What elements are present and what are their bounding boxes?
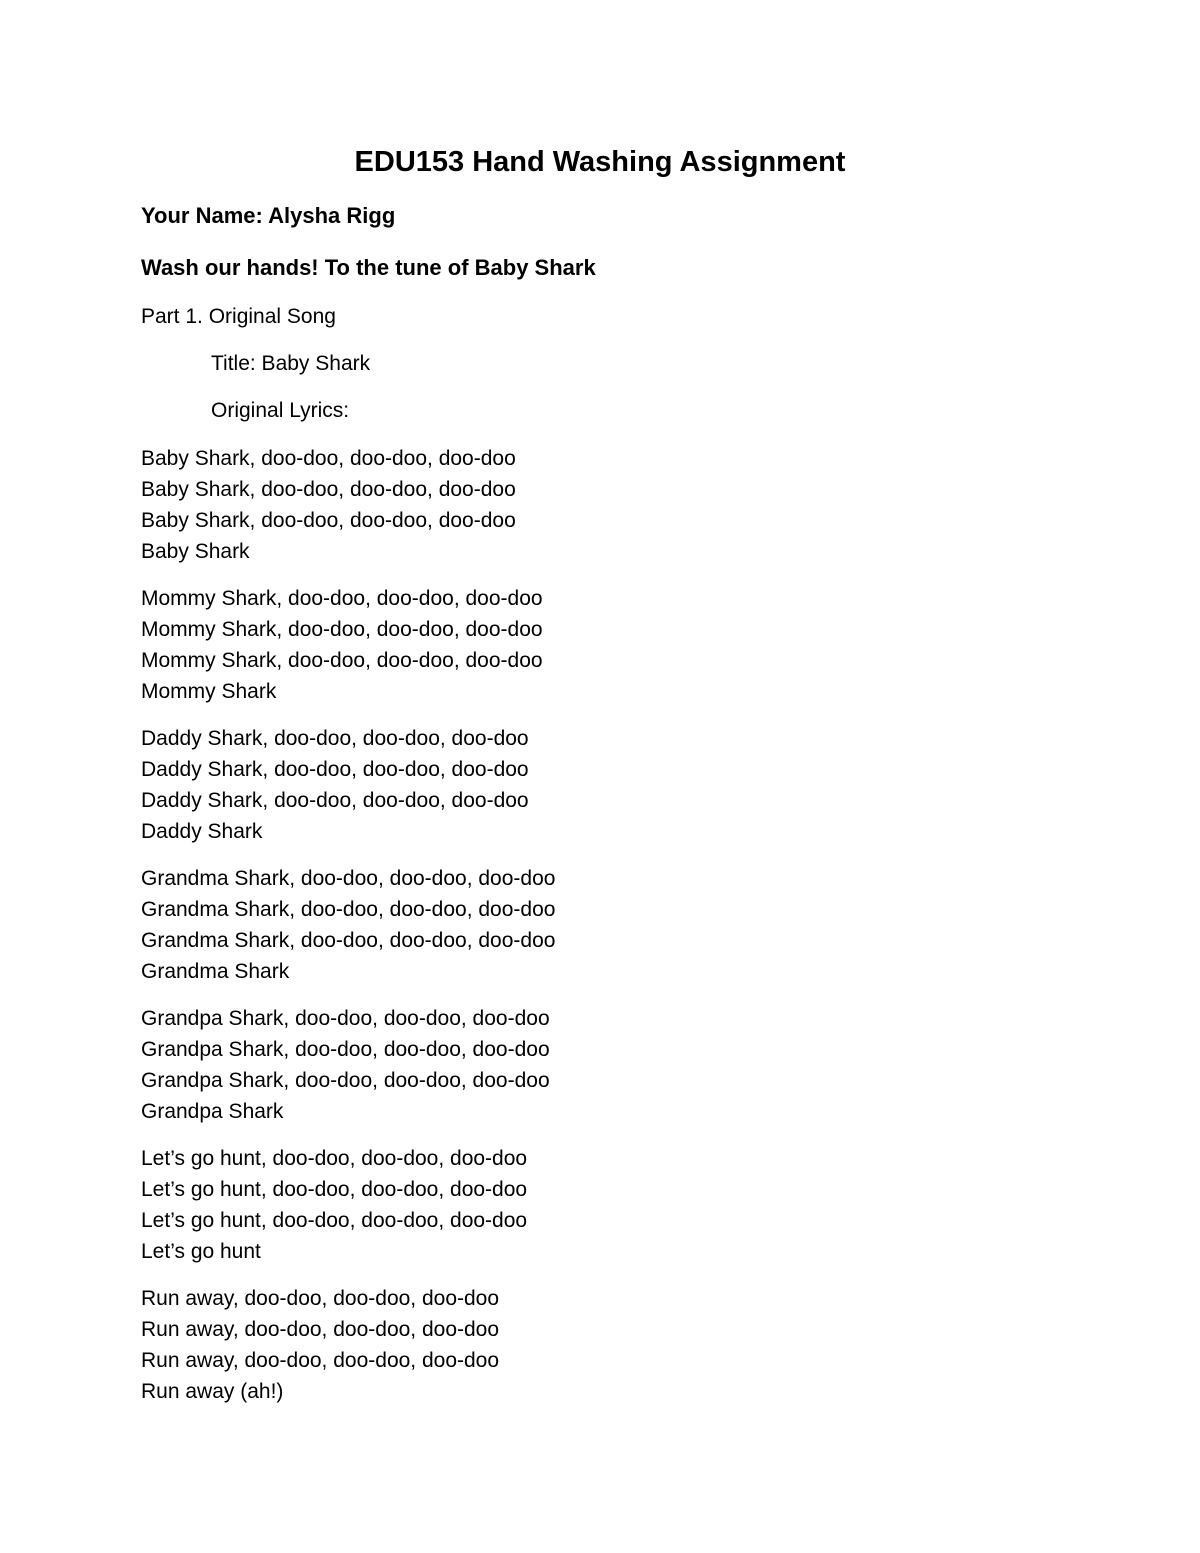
verse [141, 583, 1041, 707]
lyric-line: Baby Shark, doo-doo, doo-doo, doo-doo [141, 509, 516, 532]
lyric-line: Grandpa Shark, doo-doo, doo-doo, doo-doo [141, 1007, 550, 1030]
lyric-line: Grandpa Shark, doo-doo, doo-doo, doo-doo [141, 1038, 550, 1061]
verse [141, 723, 1041, 847]
lyric-line: Let’s go hunt, doo-doo, doo-doo, doo-doo [141, 1209, 528, 1232]
verse [141, 443, 1041, 567]
lyric-line: Baby Shark, doo-doo, doo-doo, doo-doo [141, 478, 516, 501]
lyric-line: Grandma Shark, doo-doo, doo-doo, doo-doo [141, 898, 556, 921]
lyric-line: Daddy Shark, doo-doo, doo-doo, doo-doo [141, 789, 529, 812]
song-title: Title: Baby Shark [211, 352, 371, 375]
lyric-line: Baby Shark, doo-doo, doo-doo, doo-doo [141, 447, 516, 470]
lyric-line: Grandpa Shark [141, 1100, 284, 1123]
student-name-line: Your Name: Alysha Rigg [141, 203, 396, 228]
lyric-line: Let’s go hunt [141, 1240, 261, 1263]
lyric-line: Let’s go hunt, doo-doo, doo-doo, doo-doo [141, 1147, 528, 1170]
lyrics-block [141, 443, 1041, 1423]
lyric-line: Mommy Shark, doo-doo, doo-doo, doo-doo [141, 587, 543, 610]
lyric-line: Grandpa Shark, doo-doo, doo-doo, doo-doo [141, 1069, 550, 1092]
lyric-line: Grandma Shark, doo-doo, doo-doo, doo-doo [141, 867, 556, 890]
song-heading: Wash our hands! To the tune of Baby Shark [141, 255, 596, 280]
verse [141, 1003, 1041, 1127]
lyric-line: Daddy Shark [141, 820, 263, 843]
lyric-line: Mommy Shark, doo-doo, doo-doo, doo-doo [141, 649, 543, 672]
lyric-line: Daddy Shark, doo-doo, doo-doo, doo-doo [141, 727, 529, 750]
lyric-line: Daddy Shark, doo-doo, doo-doo, doo-doo [141, 758, 529, 781]
lyric-line: Mommy Shark [141, 680, 277, 703]
part-heading: Part 1. Original Song [141, 305, 336, 328]
verse [141, 863, 1041, 987]
lyric-line: Run away, doo-doo, doo-doo, doo-doo [141, 1287, 500, 1310]
lyric-line: Let’s go hunt, doo-doo, doo-doo, doo-doo [141, 1178, 528, 1201]
lyric-line: Run away, doo-doo, doo-doo, doo-doo [141, 1349, 500, 1372]
document-title: EDU153 Hand Washing Assignment [354, 146, 846, 178]
lyric-line: Run away (ah!) [141, 1380, 284, 1403]
lyric-line: Mommy Shark, doo-doo, doo-doo, doo-doo [141, 618, 543, 641]
lyric-line: Run away, doo-doo, doo-doo, doo-doo [141, 1318, 500, 1341]
lyric-line: Baby Shark [141, 540, 250, 563]
lyrics-label: Original Lyrics: [211, 399, 350, 422]
lyric-line: Grandma Shark, doo-doo, doo-doo, doo-doo [141, 929, 556, 952]
verse [141, 1143, 1041, 1267]
verse [141, 1283, 1041, 1407]
lyric-line: Grandma Shark [141, 960, 290, 983]
